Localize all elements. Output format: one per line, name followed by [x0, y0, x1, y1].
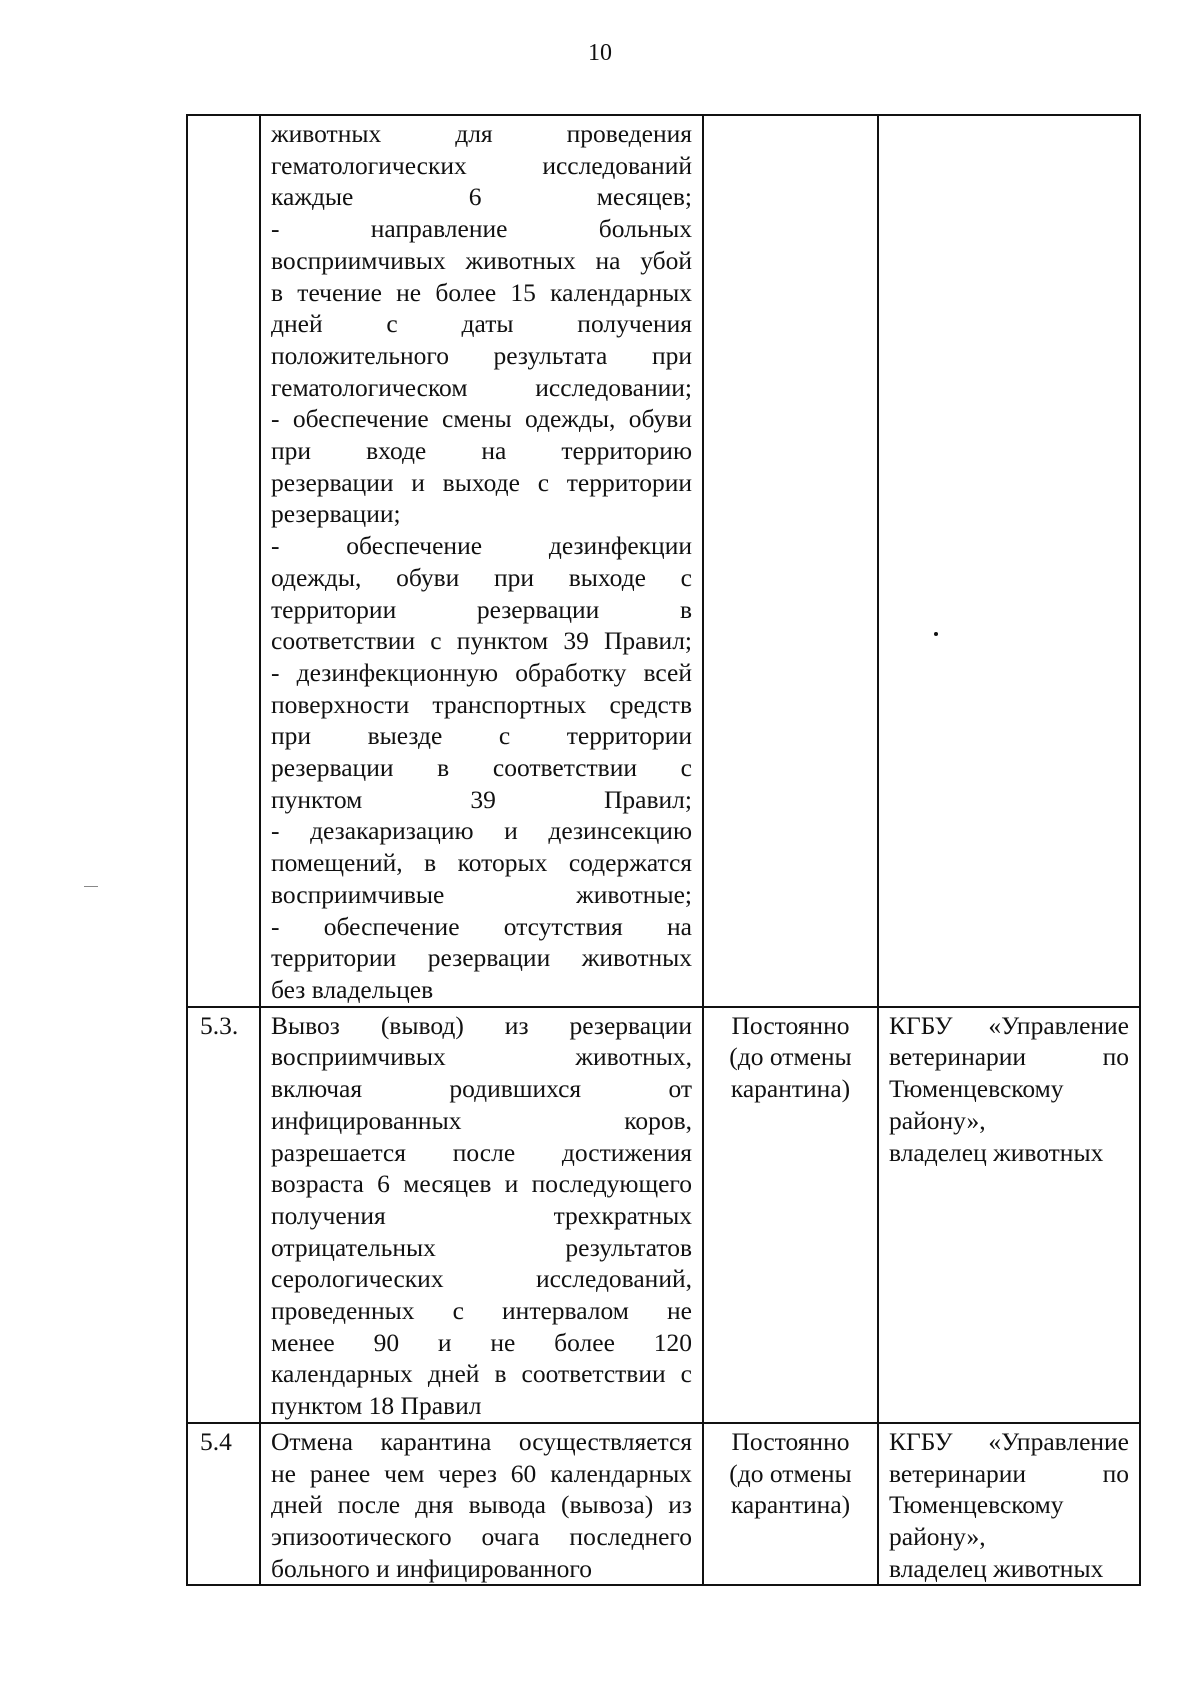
measure-text-line: получения трехкратных — [271, 1200, 692, 1230]
measure-text-line: - обеспечение дезинфекции — [271, 531, 692, 561]
item-number-cell — [187, 1007, 260, 1423]
measure-text-line: поверхности транспортных средств — [271, 689, 692, 719]
measure-text-line: резервации и выходе с территории — [271, 467, 692, 497]
measure-text-line: не ранее чем через 60 календарных — [271, 1458, 692, 1488]
deadline-line: карантина) — [730, 1490, 851, 1520]
measure-text-line: животных для проведения — [271, 119, 692, 148]
measure-text-line: положительного результата при — [271, 340, 692, 370]
table-row — [187, 1007, 1140, 1423]
margin-mark — [84, 886, 98, 887]
measure-text-line: пунктом 18 Правил — [271, 1391, 482, 1421]
item-number-cell — [187, 115, 260, 1007]
responsible-line: Тюменцевскому — [889, 1490, 1064, 1520]
measure-text-line: одежды, обуви при выходе с — [271, 562, 692, 592]
measure-text-line: резервации в соответствии с — [271, 753, 692, 783]
measure-text-line: территории резервации в — [271, 594, 692, 624]
measure-text-line: менее 90 и не более 120 — [271, 1327, 692, 1357]
measure-text-line: возраста 6 месяцев и последующего — [271, 1169, 692, 1199]
measure-text-line: эпизоотического очага последнего — [271, 1521, 692, 1551]
deadline-cell — [703, 115, 878, 1007]
measure-text-line: включая родившихся от — [271, 1074, 692, 1104]
responsible-cell — [878, 1007, 1140, 1423]
item-number-cell — [187, 1423, 260, 1586]
stray-mark — [934, 632, 938, 636]
measure-text-line: восприимчивых животных на убой — [271, 245, 692, 275]
responsible-line: Тюменцевскому — [889, 1074, 1064, 1104]
measure-text-line: календарных дней в соответствии с — [271, 1359, 692, 1389]
deadline-cell — [703, 1007, 878, 1423]
measure-text-line: - обеспечение отсутствия на — [271, 911, 692, 941]
measure-text-line: каждые 6 месяцев; — [271, 182, 692, 212]
deadline-line: карантина) — [730, 1074, 851, 1104]
measure-text-line: в течение не более 15 календарных — [271, 277, 692, 307]
responsible-line: владелец животных — [889, 1553, 1104, 1583]
measure-text-line: разрешается после достижения — [271, 1137, 692, 1167]
responsible-line: владелец животных — [889, 1137, 1104, 1167]
measure-text-line: территории резервации животных — [271, 943, 692, 973]
measure-text-line: - обеспечение смены одежды, обуви — [271, 404, 692, 434]
measure-text-line: Отмена карантина осуществляется — [271, 1426, 692, 1456]
deadline-line: Постоянно — [731, 1010, 850, 1040]
measure-text-line: - направление больных — [271, 214, 692, 244]
measure-text-line: помещений, в которых содержатся — [271, 848, 692, 878]
deadline-line: (до отмены — [729, 1458, 852, 1488]
measure-text-line: соответствии с пунктом 39 Правил; — [271, 626, 692, 656]
measure-text-line: серологических исследований, — [271, 1264, 692, 1294]
measure-text-line: дней с даты получения — [271, 309, 692, 339]
measure-text-cell — [260, 1007, 703, 1423]
measure-text-line: без владельцев — [271, 974, 434, 1004]
measure-text-line: восприимчивые животные; — [271, 879, 692, 909]
measure-text-line: при входе на территорию — [271, 436, 692, 466]
deadline-line: (до отмены — [729, 1042, 852, 1072]
item-number: 5.4 — [200, 1426, 232, 1456]
measure-text-line: гематологическом исследовании; — [271, 372, 692, 402]
measure-text-line: - дезинфекционную обработку всей — [271, 657, 692, 687]
measure-text-cell — [260, 115, 703, 1007]
page-number: 10 — [588, 40, 612, 66]
responsible-cell — [878, 115, 1140, 1007]
table-row — [187, 1423, 1140, 1586]
responsible-line: ветеринарии по — [889, 1458, 1129, 1488]
measure-text-line: больного и инфицированного — [271, 1553, 593, 1583]
table-row — [187, 115, 1140, 1007]
measure-text-line: пунктом 39 Правил; — [271, 784, 692, 814]
measure-text-line: при выезде с территории — [271, 721, 692, 751]
deadline-cell — [703, 1423, 878, 1586]
measure-text-line: - дезакаризацию и дезинсекцию — [271, 816, 692, 846]
measure-text-line: резервации; — [271, 499, 401, 529]
responsible-line: району», — [889, 1105, 986, 1135]
responsible-line: ветеринарии по — [889, 1042, 1129, 1072]
measure-text-line: отрицательных результатов — [271, 1232, 692, 1262]
measure-text-line: гематологических исследований — [271, 150, 692, 180]
measure-text-line: Вывоз (вывод) из резервации — [271, 1010, 692, 1040]
measure-text-line: дней после дня вывода (вывоза) из — [271, 1490, 692, 1520]
measures-table — [186, 114, 1141, 1586]
measures-table-body — [187, 115, 1140, 1585]
responsible-line: КГБУ «Управление — [889, 1426, 1129, 1456]
responsible-line: району», — [889, 1521, 986, 1551]
responsible-line: КГБУ «Управление — [889, 1010, 1129, 1040]
responsible-cell — [878, 1423, 1140, 1586]
deadline-line: Постоянно — [731, 1426, 850, 1456]
measure-text-line: восприимчивых животных, — [271, 1042, 692, 1072]
item-number: 5.3. — [200, 1010, 239, 1040]
measure-text-line: инфицированных коров, — [271, 1105, 692, 1135]
measure-text-line: проведенных с интервалом не — [271, 1296, 692, 1326]
measure-text-cell — [260, 1423, 703, 1586]
